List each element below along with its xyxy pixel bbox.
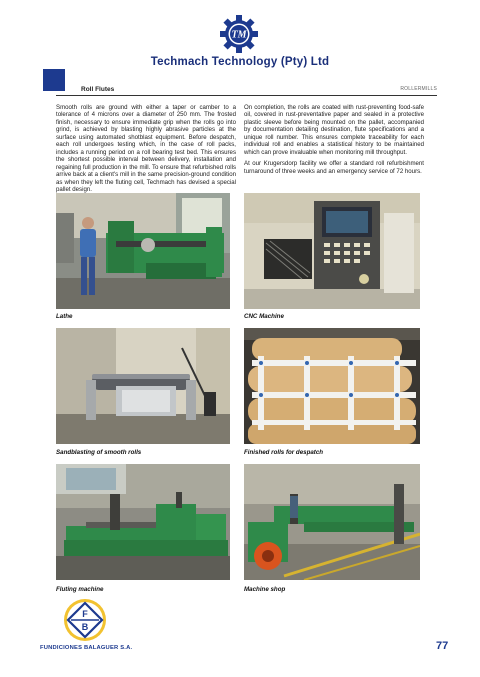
page-number: 77 [436,640,449,652]
svg-text:TM: TM [231,29,247,41]
techmach-logo [219,14,259,54]
caption-fluting-machine: Fluting machine [56,586,104,593]
paragraph: On completion, the rolls are coated with rust-preventing food-safe oil, covered in rust-preventative paper and sealed in a protective plastic sleeve before being mounted on the pallet, accompanied by documentation detailing destination, flute specifications and a unique roll number. This ensures complete traceability for each individual roll and enables a statistical history to be maintained which can prove invaluable when monitoring mill throughput. [244,104,424,156]
caption-sandblasting: Sandblasting of smooth rolls [56,449,142,456]
section-label: Roll Flutes [81,86,115,93]
caption-finished-rolls: Finished rolls for despatch [244,449,324,456]
photo-lathe [56,193,230,309]
fundiciones-balaguer-logo [63,598,107,642]
section-marker [43,69,65,91]
svg-text:F: F [82,609,88,619]
company-name: Techmach Technology (Pty) Ltd [150,56,330,68]
body-column-left [56,104,236,197]
svg-text:B: B [81,622,89,632]
body-column-right [244,104,424,179]
photo-fluting-machine [56,464,230,580]
paragraph: Smooth rolls are ground with either a taper or camber to a tolerance of 4 microns over a diameter of 250 mm. The frosted finish, necessary to ensure immediate grip when the rolls go into grind, is achieved by blasting highly abrasive particles at the surface using automated shotblast equipment. Before despatch, each roll undergoes testing which, in the case of roll packs, includes a running period on a roll bearing test bed. This ensures the shortest possible interval between delivery, installation and regaining full production in the mill. To ensure that refurbished rolls arrive back at a client's mill in the same precision-ground condition as when they left the fluting cell, Techmach has devised a special pallet design. [56,104,236,193]
caption-lathe: Lathe [56,313,73,320]
photo-machine-shop [244,464,420,580]
photo-cnc-machine [244,193,420,309]
footer-company-name: FUNDICIONES BALAGUER S.A. [40,645,133,651]
paragraph: At our Krugersdorp facility we offer a standard roll refurbishment turnaround of three weeks and an emergency service of 72 hours. [244,160,424,175]
caption-machine-shop: Machine shop [244,586,286,593]
photo-sandblasting [56,328,230,444]
section-category: ROLLERMILLS [400,86,437,92]
photo-finished-rolls [244,328,420,444]
header-divider [56,95,437,96]
caption-cnc-machine: CNC Machine [244,313,284,320]
